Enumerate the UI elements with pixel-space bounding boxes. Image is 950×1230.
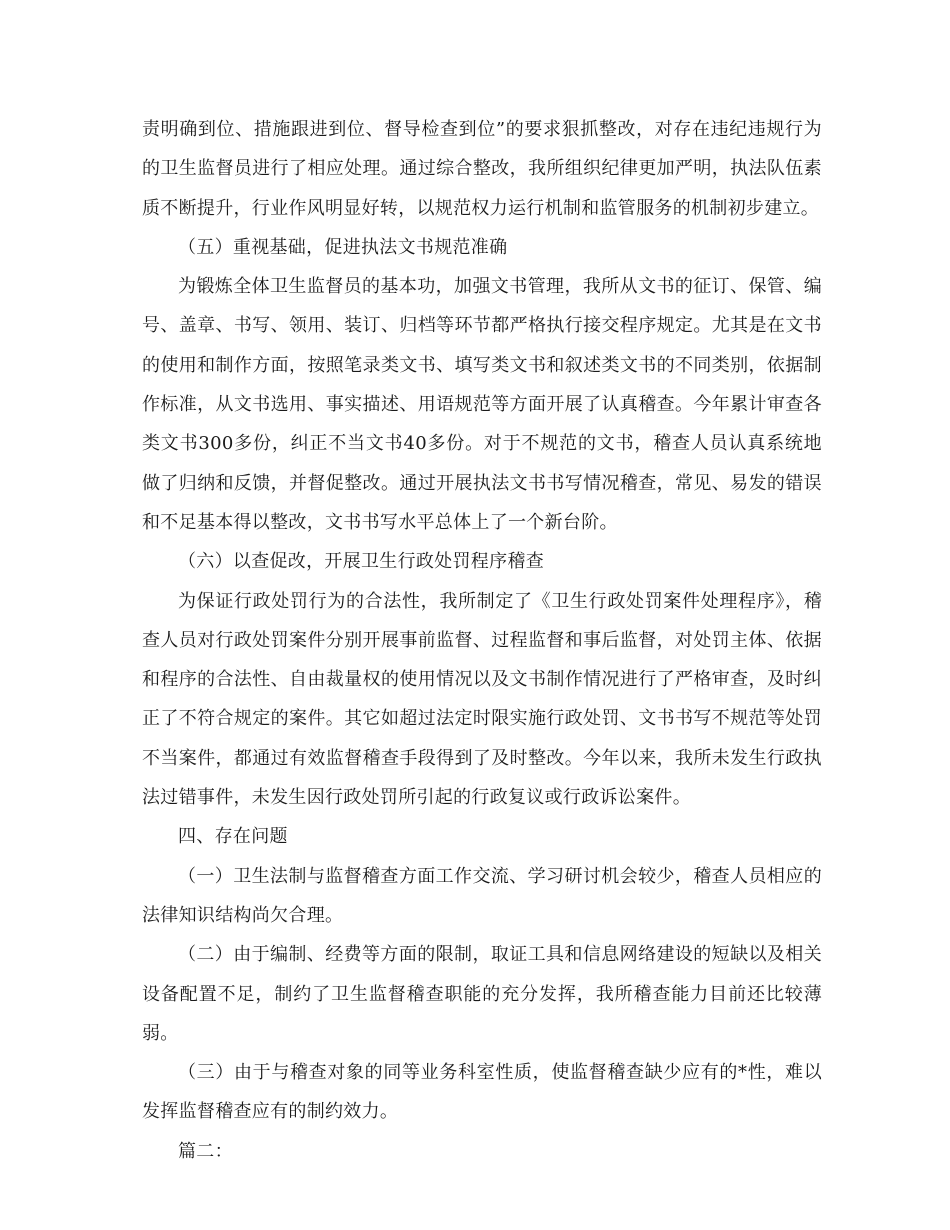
document-body	[142, 110, 822, 1171]
section-heading: （六）以查促改，开展卫生行政处罚程序稽查	[178, 551, 544, 573]
body-paragraph: 为保证行政处罚行为的合法性，我所制定了《卫生行政处罚案件处理程序》，稽查人员对行政处罚案件分别开展事前监督、过程监督和事后监督，对处罚主体、依据和程序的合法性、自由裁量权的使用情况以及文书制作情况进行了严格审查，及时纠正了不符合规定的案件。其它如超过法定时限实施行政处罚、文书书写不规范等处罚不当案件，都通过有效监督稽查手段得到了及时整改。今年以来，我所未发生行政执法过错事件，未发生因行政处罚所引起的行政复议或行政诉讼案件。	[142, 590, 822, 809]
body-paragraph: （二）由于编制、经费等方面的限制，取证工具和信息网络建设的短缺以及相关设备配置不足，制约了卫生监督稽查职能的充分发挥，我所稽查能力目前还比较薄弱。	[142, 944, 822, 1044]
body-paragraph: （一）卫生法制与监督稽查方面工作交流、学习研讨机会较少，稽查人员相应的法律知识结构尚欠合理。	[142, 865, 822, 926]
section-heading: （五）重视基础，促进执法文书规范准确	[178, 236, 508, 258]
section-heading: 四、存在问题	[178, 826, 288, 848]
body-paragraph: 为锻炼全体卫生监督员的基本功，加强文书管理，我所从文书的征订、保管、编号、盖章、书写、领用、装订、归档等环节都严格执行接交程序规定。尤其是在文书的使用和制作方面，按照笔录类文书、填写类文书和叙述类文书的不同类别，依据制作标准，从文书选用、事实描述、用语规范等方面开展了认真稽查。今年累计审查各类文书300多份，纠正不当文书40多份。对于不规范的文书，稽查人员认真系统地做了归纳和反馈，并督促整改。通过开展执法文书书写情况稽查，常见、易发的错误和不足基本得以整改，文书书写水平总体上了一个新台阶。	[142, 276, 822, 533]
body-paragraph: 责明确到位、措施跟进到位、督导检查到位”的要求狠抓整改，对存在违纪违规行为的卫生监督员进行了相应处理。通过综合整改，我所组织纪律更加严明，执法队伍素质不断提升，行业作风明显好转，以规范权力运行机制和监管服务的机制初步建立。	[142, 119, 822, 219]
body-paragraph: （三）由于与稽查对象的同等业务科室性质，使监督稽查缺少应有的*性，难以发挥监督稽查应有的制约效力。	[142, 1062, 822, 1123]
section-heading: 篇二：	[178, 1140, 233, 1162]
